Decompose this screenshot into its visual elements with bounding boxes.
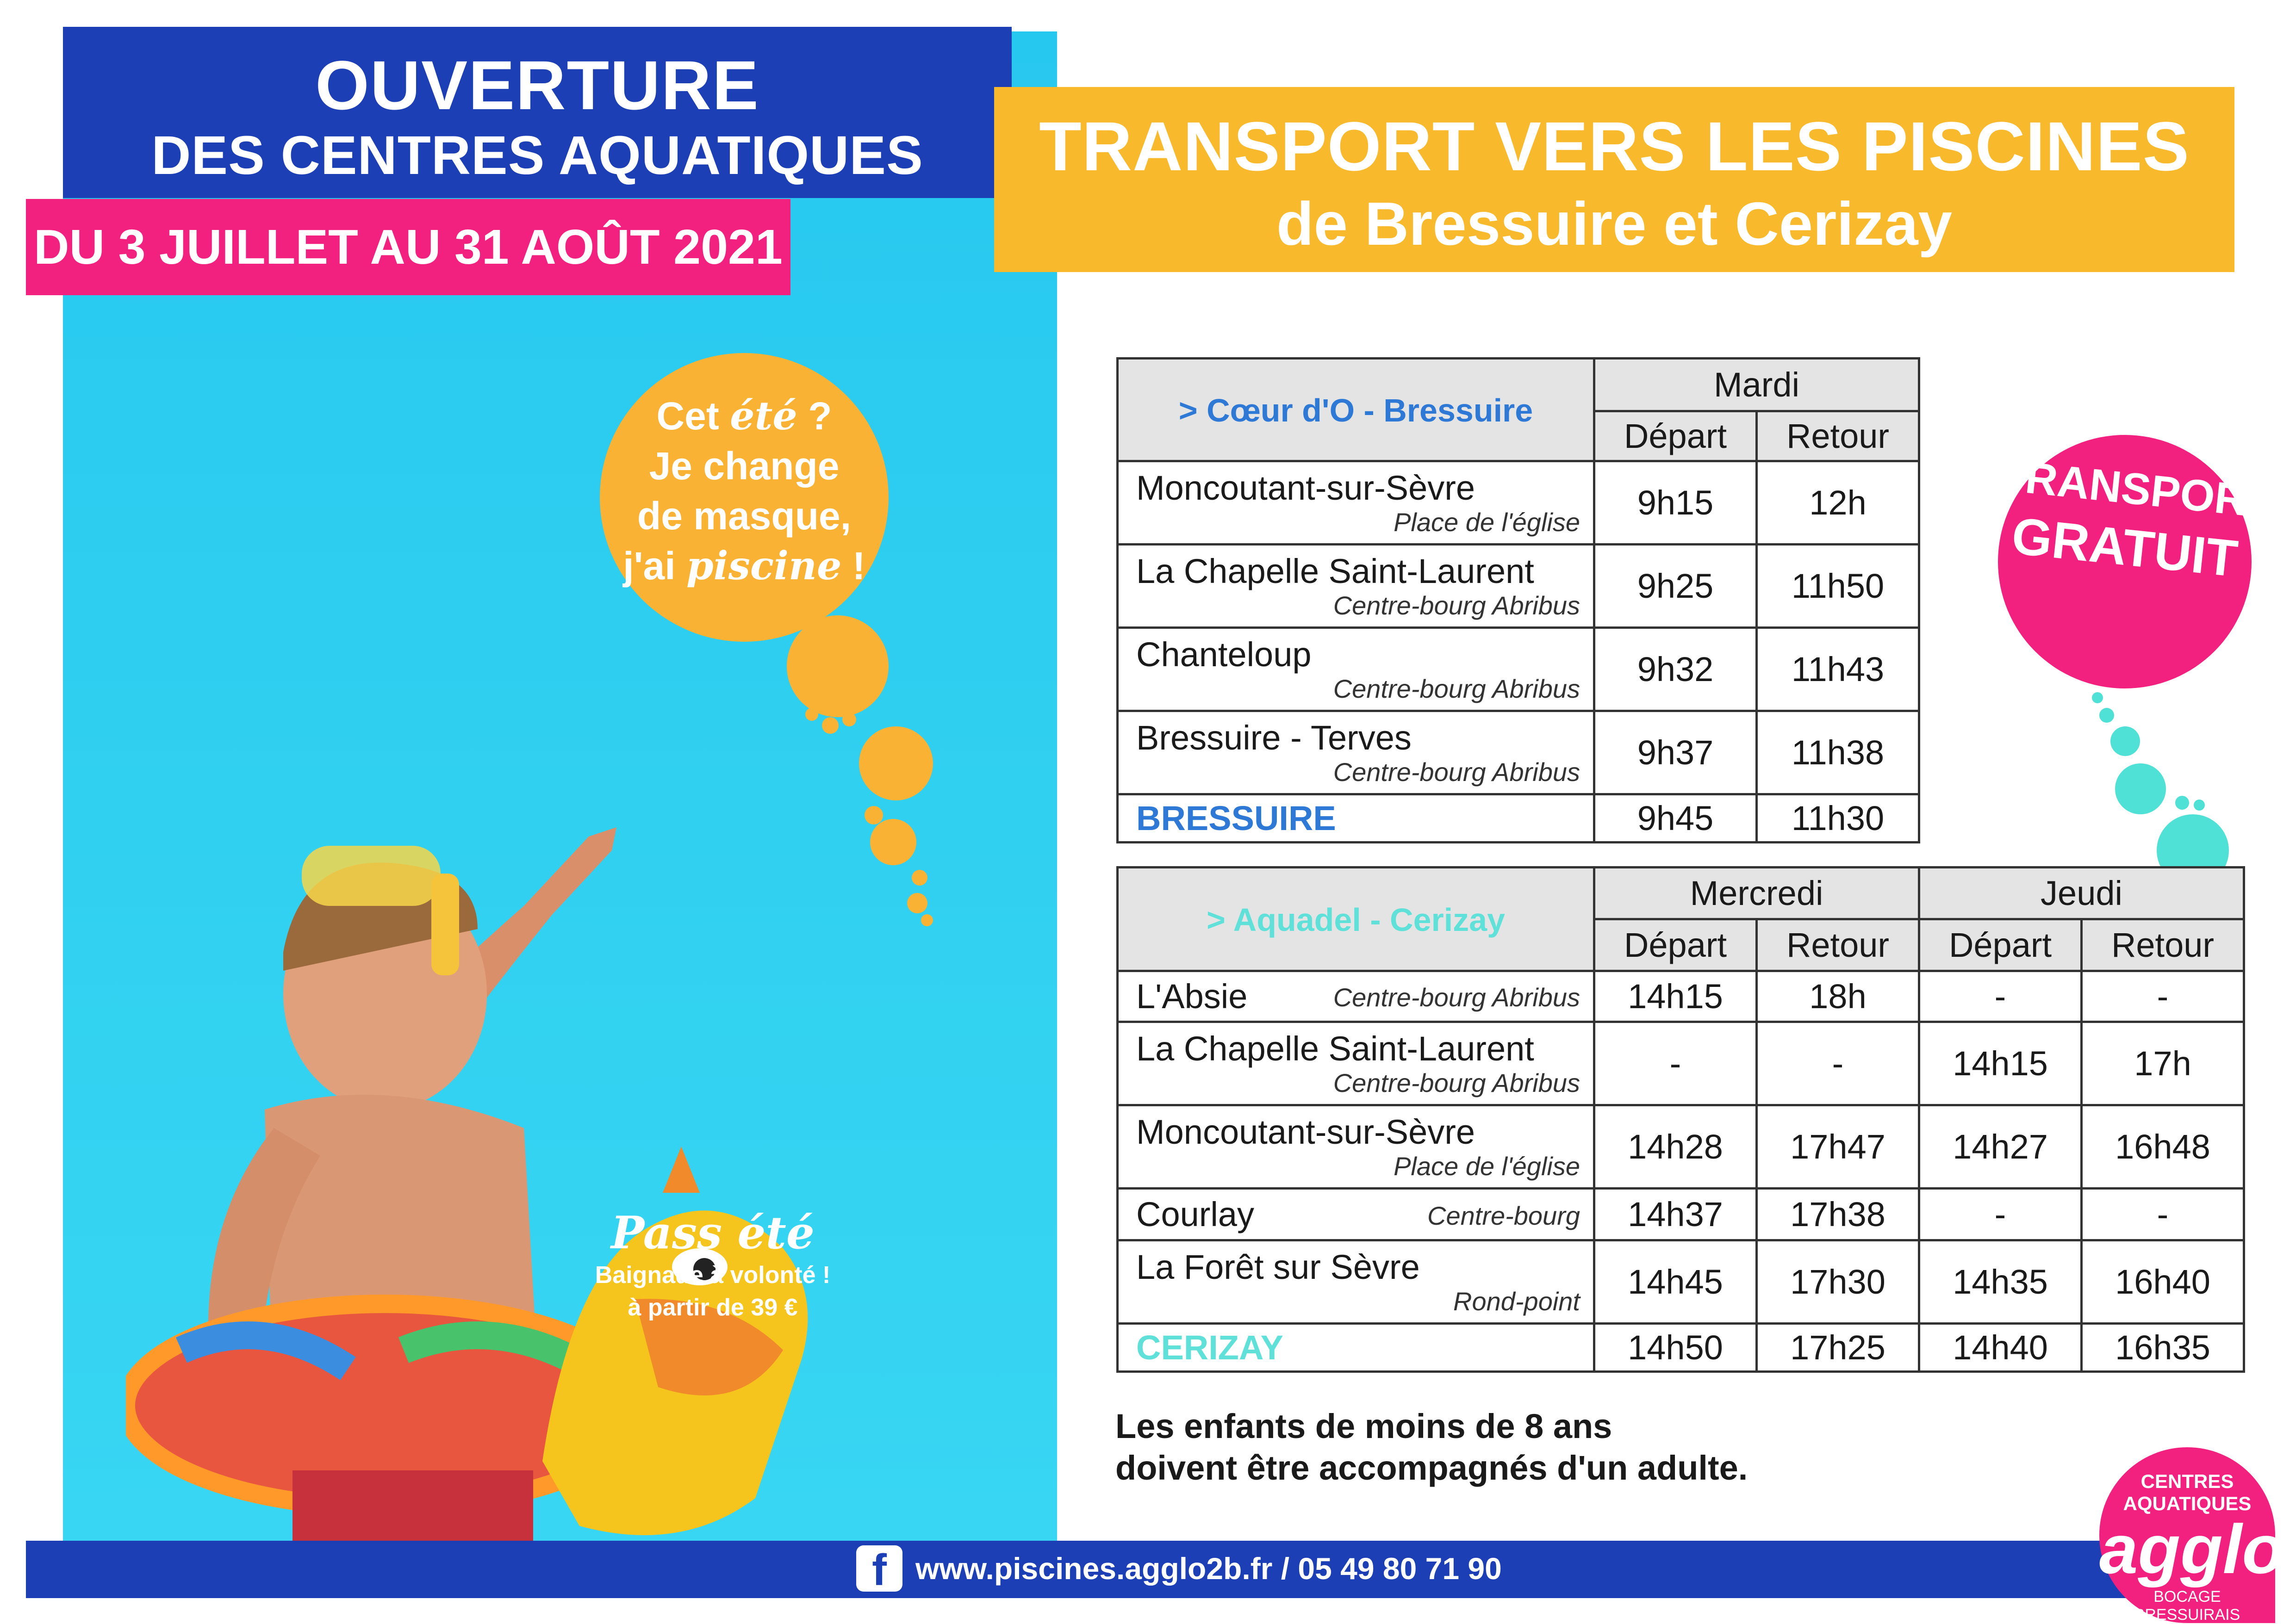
stop-name: Moncoutant-sur-Sèvre [1136, 1112, 1475, 1151]
col-depart: Départ [1919, 919, 2082, 971]
stop-location: Rond-point [1453, 1286, 1580, 1316]
pass-ete-title: Pass été [611, 1207, 815, 1259]
jeudi-retour: 16h48 [2082, 1105, 2244, 1189]
mercredi-retour: 18h [1757, 971, 1919, 1022]
jeudi-retour: - [2082, 1189, 2244, 1240]
agglo-logo-line-1: CENTRES [2140, 1470, 2234, 1492]
table-row [1118, 711, 1919, 794]
dot-decoration [2115, 763, 2166, 814]
day-header: Jeudi [1919, 868, 2244, 919]
mercredi-depart: - [1594, 1022, 1757, 1105]
stop-location: Centre-bourg Abribus [1333, 674, 1580, 703]
depart-time: 9h37 [1594, 711, 1757, 794]
dot-decoration [2092, 692, 2103, 703]
dot-decoration [2110, 726, 2140, 756]
agglo-logo-tagline: BOCAGE BRESSUIRAIS [2134, 1588, 2240, 1624]
depart-time: 9h25 [1594, 545, 1757, 628]
dot-decoration [2194, 800, 2205, 811]
facebook-icon-letter: f [872, 1545, 887, 1595]
bubble-decoration [912, 870, 927, 886]
mercredi-retour: 17h47 [1757, 1105, 1919, 1189]
stop-location: Centre-bourg Abribus [1333, 1068, 1580, 1097]
gratuit-badge-line-1: TRANSPORT [1996, 450, 2277, 528]
depart-time: 9h45 [1594, 794, 1757, 843]
destination-name: CERIZAY [1136, 1328, 1284, 1367]
day-header: Mercredi [1594, 868, 1919, 919]
mercredi-depart: 14h15 [1594, 971, 1757, 1022]
retour-time: 11h43 [1757, 628, 1919, 711]
depart-time: 9h32 [1594, 628, 1757, 711]
dates-text: DU 3 JUILLET AU 31 AOÛT 2021 [34, 220, 783, 274]
pass-ete-line-3: à partir de 39 € [628, 1294, 798, 1321]
footer-contact-link[interactable]: www.piscines.agglo2b.fr / 05 49 80 71 90 [915, 1551, 1502, 1586]
bubble-decoration [865, 806, 883, 824]
table-row [1118, 461, 1919, 545]
gratuit-badge-line-2: GRATUIT [2009, 506, 2240, 588]
boy-illustration [126, 712, 913, 1543]
retour-time: 12h [1757, 461, 1919, 545]
route-label: > Aquadel - Cerizay [1206, 902, 1506, 938]
note-line-2: doivent être accompagnés d'un adulte. [1115, 1449, 1748, 1487]
jeudi-depart: 14h15 [1919, 1022, 2082, 1105]
jeudi-depart: 14h40 [1919, 1324, 2082, 1372]
stop-name: La Chapelle Saint-Laurent [1136, 1029, 1534, 1068]
bubble-decoration [822, 717, 839, 734]
title-banner [63, 27, 1012, 198]
agglo-logo-brand: agglo [2099, 1510, 2284, 1588]
table-row-destination [1118, 1324, 2244, 1372]
speech-bubble-text: Cet été ? Je change de masque, j'ai piscine ! [623, 393, 865, 589]
jeudi-retour: 16h40 [2082, 1240, 2244, 1324]
bubble-decoration [859, 726, 933, 800]
bubble-decoration [870, 819, 916, 865]
stop-location: Centre-bourg Abribus [1333, 590, 1580, 620]
dot-decoration [2099, 708, 2114, 723]
bubble-decoration [921, 914, 933, 926]
mercredi-retour: 17h38 [1757, 1189, 1919, 1240]
jeudi-depart: 14h27 [1919, 1105, 2082, 1189]
depart-time: 9h15 [1594, 461, 1757, 545]
mercredi-depart: 14h50 [1594, 1324, 1757, 1372]
dates-banner [26, 199, 790, 295]
bubble-decoration [787, 615, 889, 717]
stop-location: Place de l'église [1394, 507, 1580, 537]
table-row [1118, 1022, 2244, 1105]
table-row [1118, 1105, 2244, 1189]
jeudi-retour: - [2082, 971, 2244, 1022]
col-depart: Départ [1594, 919, 1757, 971]
stop-location: Centre-bourg Abribus [1333, 757, 1580, 787]
table-row-destination [1118, 794, 1919, 843]
mercredi-depart: 14h45 [1594, 1240, 1757, 1324]
retour-time: 11h50 [1757, 545, 1919, 628]
col-depart: Départ [1594, 411, 1757, 461]
bubble-decoration [907, 893, 927, 913]
table-row [1118, 1240, 2244, 1324]
route-header [1118, 359, 1594, 461]
jeudi-depart: 14h35 [1919, 1240, 2082, 1324]
title-line-1: OUVERTURE [315, 46, 759, 124]
jeudi-depart: - [1919, 1189, 2082, 1240]
stop-name: Courlay [1136, 1195, 1254, 1233]
bubble-decoration [842, 713, 856, 726]
mercredi-retour: 17h30 [1757, 1240, 1919, 1324]
stop-location: Centre-bourg Abribus [1333, 983, 1580, 1012]
retour-time: 11h30 [1757, 794, 1919, 843]
stop-name: La Forêt sur Sèvre [1136, 1247, 1420, 1286]
stop-name: Chanteloup [1136, 635, 1312, 674]
col-retour: Retour [1757, 919, 1919, 971]
day-header: Mardi [1594, 359, 1919, 411]
table-row [1118, 971, 2244, 1022]
jeudi-depart: - [1919, 971, 2082, 1022]
pass-ete-line-2: Baignade à volonté ! [595, 1262, 831, 1289]
mercredi-retour: - [1757, 1022, 1919, 1105]
stop-name: Bressuire - Terves [1136, 718, 1412, 757]
table-row [1118, 1189, 2244, 1240]
stop-location: Place de l'église [1394, 1151, 1580, 1181]
route-label: > Cœur d'O - Bressuire [1178, 392, 1533, 428]
col-retour: Retour [2082, 919, 2244, 971]
destination-name: BRESSUIRE [1136, 799, 1336, 837]
agglo-logo-line-2: AQUATIQUES [2123, 1493, 2252, 1514]
schedule-table-bressuire [1116, 357, 1920, 843]
mercredi-depart: 14h37 [1594, 1189, 1757, 1240]
table-row [1118, 628, 1919, 711]
transport-title-line-1: TRANSPORT VERS LES PISCINES [1039, 107, 2190, 185]
note-line-1: Les enfants de moins de 8 ans [1115, 1407, 1612, 1445]
table-row [1118, 545, 1919, 628]
col-retour: Retour [1757, 411, 1919, 461]
transport-banner [994, 87, 2234, 272]
schedule-table-cerizay [1116, 866, 2245, 1373]
transport-title-line-2: de Bressuire et Cerizay [1276, 190, 1953, 258]
stop-location: Centre-bourg [1427, 1201, 1580, 1230]
stop-name: La Chapelle Saint-Laurent [1136, 552, 1534, 590]
stop-name: Moncoutant-sur-Sèvre [1136, 468, 1475, 507]
dot-decoration [2175, 796, 2189, 810]
jeudi-retour: 16h35 [2082, 1324, 2244, 1372]
title-line-2: DES CENTRES AQUATIQUES [151, 125, 923, 186]
retour-time: 11h38 [1757, 711, 1919, 794]
stop-name: L'Absie [1136, 977, 1248, 1016]
mercredi-depart: 14h28 [1594, 1105, 1757, 1189]
bubble-decoration [805, 708, 818, 721]
mercredi-retour: 17h25 [1757, 1324, 1919, 1372]
jeudi-retour: 17h [2082, 1022, 2244, 1105]
route-header [1118, 868, 1594, 971]
